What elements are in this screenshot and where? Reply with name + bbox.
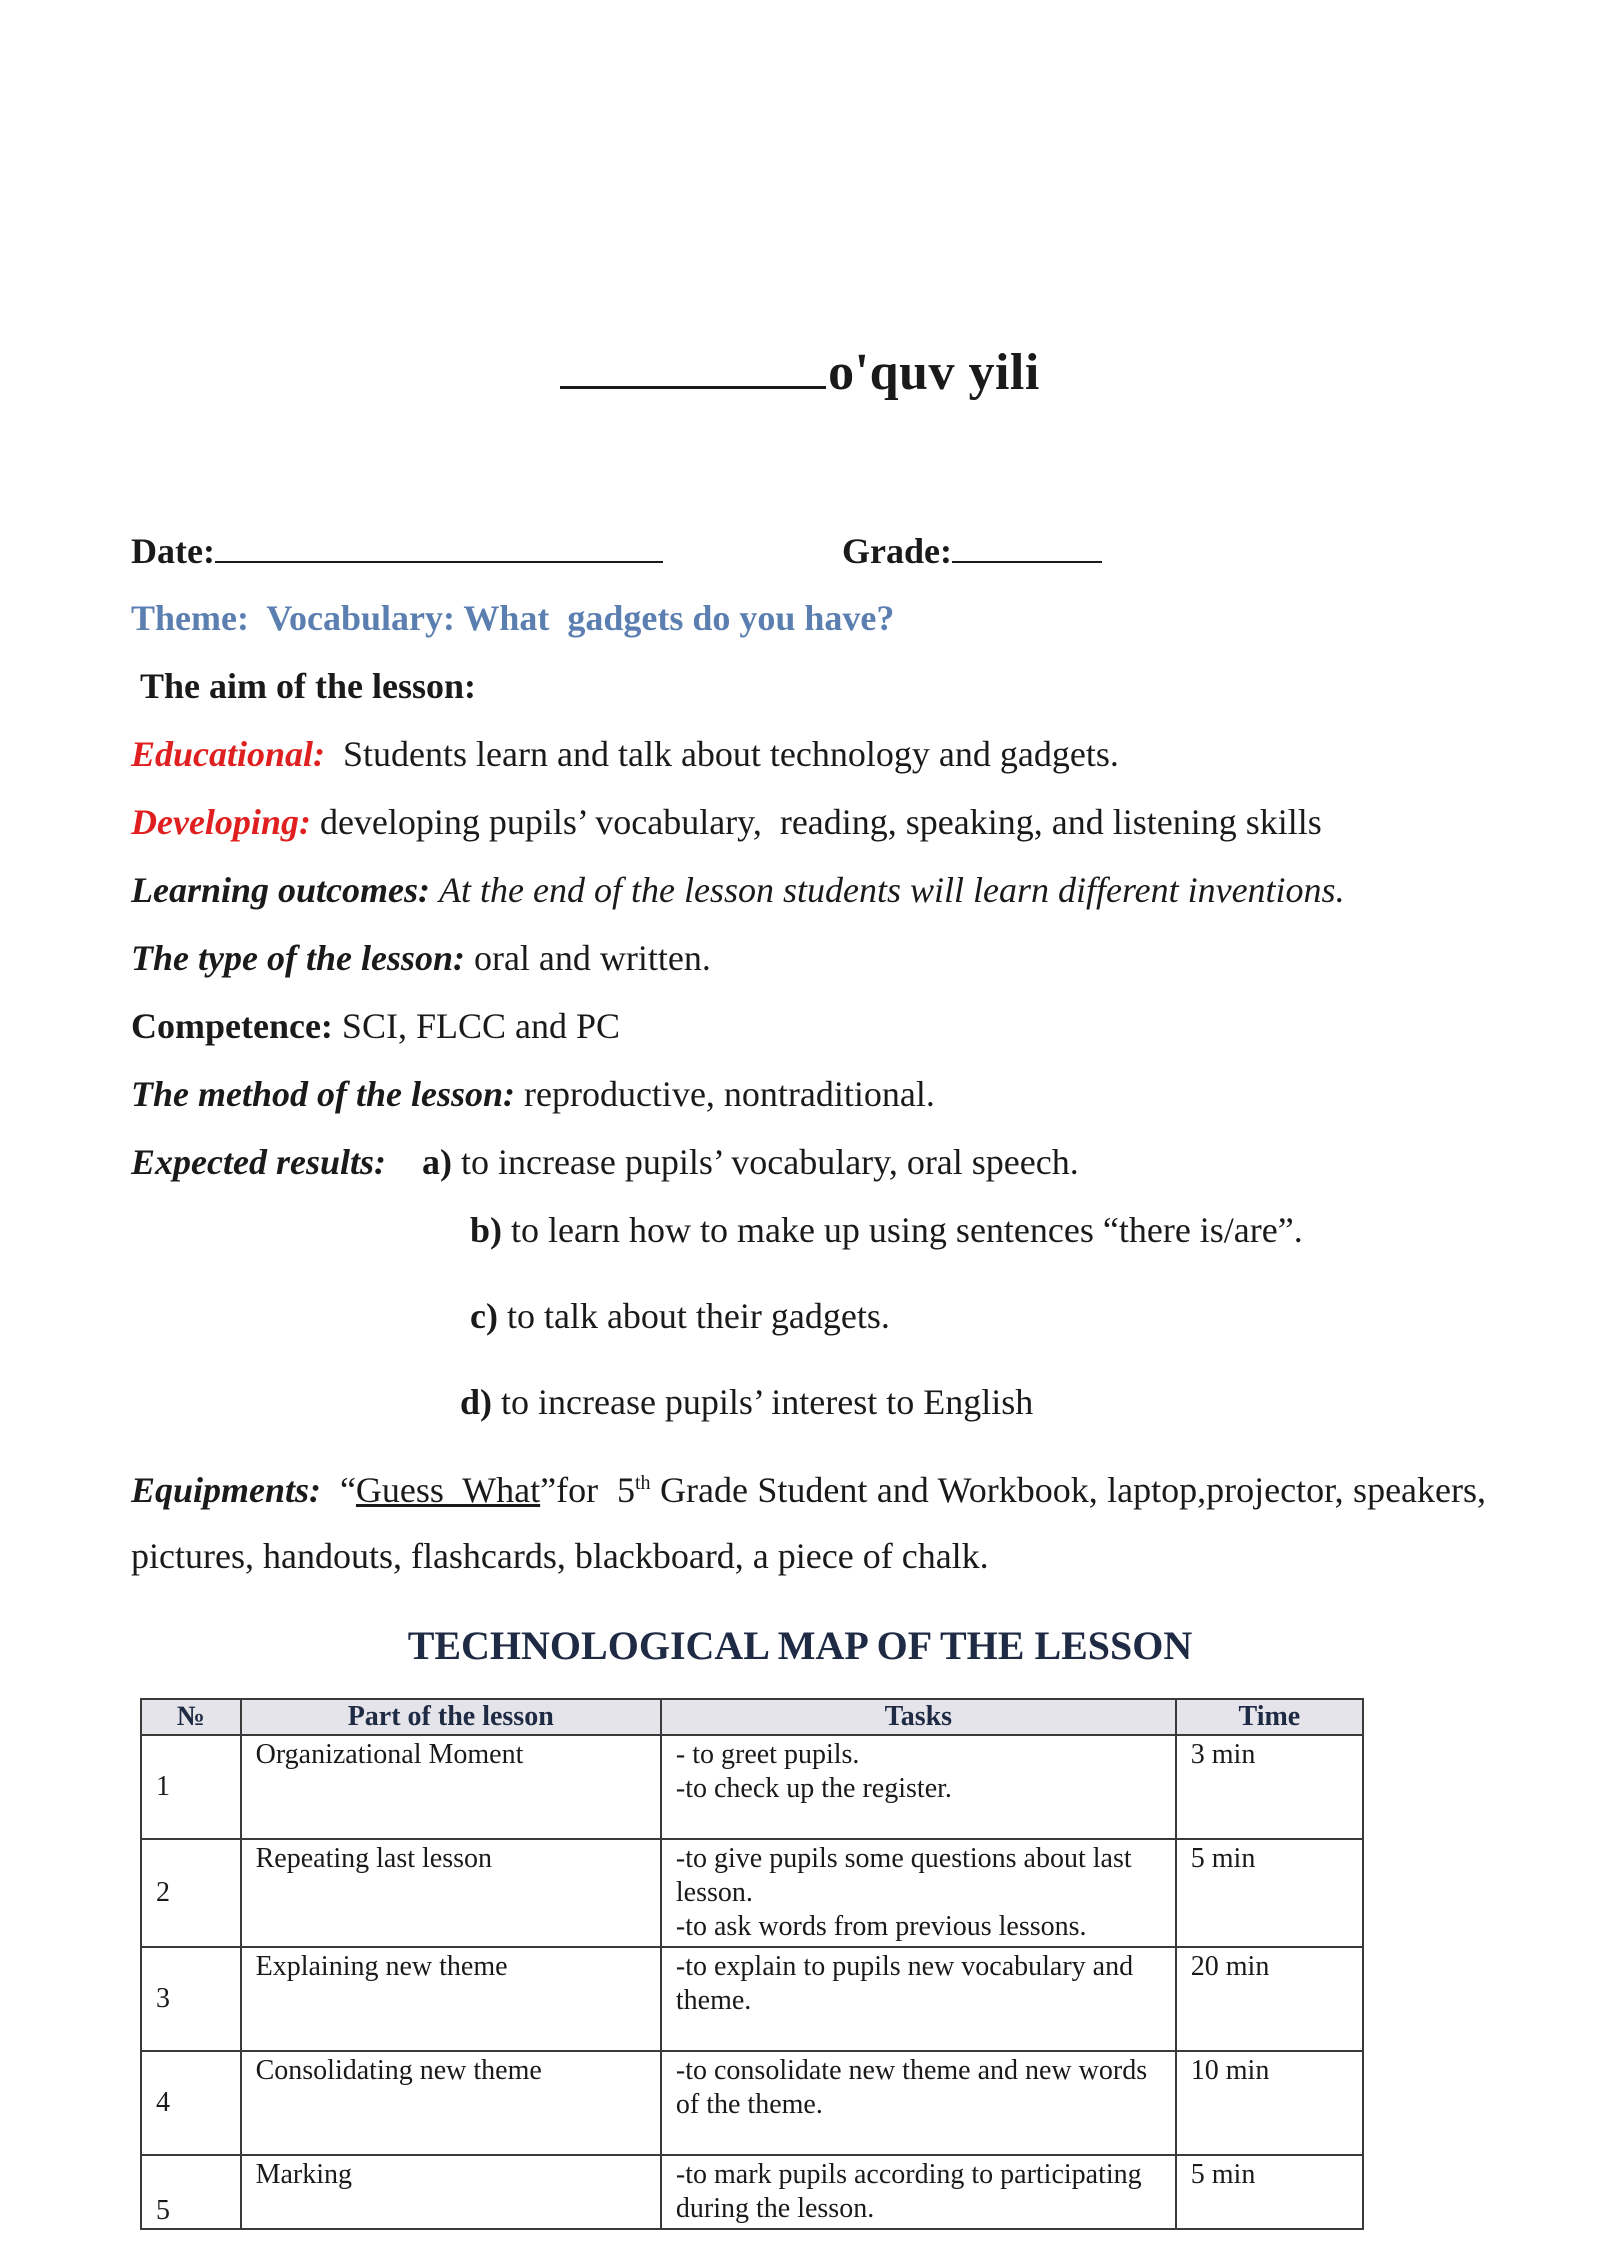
equipments-paragraph (131, 1450, 1486, 1589)
header-number: № (141, 1699, 241, 1735)
learning-outcomes-label: Learning outcomes: (131, 870, 431, 910)
theme-label: Theme: (131, 598, 249, 638)
expected-marker-b: b) (470, 1210, 503, 1250)
row-tasks (661, 2155, 1176, 2229)
row-part: Organizational Moment (241, 1735, 661, 1839)
row-part: Repeating last lesson (241, 1839, 661, 1947)
expected-marker-a: a) (421, 1142, 452, 1182)
lesson-type-text: oral and written. (473, 938, 711, 978)
expected-item-b: to learn how to make up using sentences “there is/are”. (511, 1210, 1303, 1250)
row-number: 1 (141, 1735, 241, 1839)
developing-line (131, 801, 1322, 843)
task-item: -to consolidate new theme and new words of the theme. (675, 2055, 1148, 2120)
row-time: 10 min (1176, 2051, 1363, 2155)
date-blank (215, 531, 663, 563)
task-item: -to check up the register. (675, 1773, 952, 1804)
row-time: 3 min (1176, 1735, 1363, 1839)
method-text: reproductive, nontraditional. (524, 1074, 935, 1114)
task-item: -to explain to pupils new vocabulary and theme. (675, 1951, 1134, 2016)
header-part: Part of the lesson (241, 1699, 661, 1735)
method-line (131, 1073, 935, 1115)
competence-line (131, 1005, 620, 1047)
equipments-rest: Grade Student and Workbook, laptop,projector, speakers, pictures, handouts, flashcards, blackboard, a piece of chalk. (131, 1470, 1486, 1576)
header-tasks: Tasks (661, 1699, 1176, 1735)
table-row (141, 1947, 1363, 2051)
map-title: TECHNOLOGICAL MAP OF THE LESSON (407, 1623, 1193, 1668)
task-item: - to greet pupils. (675, 1739, 860, 1770)
row-tasks (661, 1947, 1176, 2051)
equipments-sup: th (634, 1472, 651, 1494)
row-number: 5 (141, 2155, 241, 2229)
theme-line (131, 597, 894, 639)
row-number: 4 (141, 2051, 241, 2155)
aim-heading: The aim of the lesson: (140, 666, 476, 706)
row-time: 5 min (1176, 2155, 1363, 2229)
title-text: o'quv yili (828, 344, 1040, 401)
table-header-row (141, 1699, 1363, 1735)
date-label: Date: (131, 531, 215, 571)
task-item: -to mark pupils according to participating during the lesson. (675, 2159, 1142, 2224)
expected-label: Expected results: (131, 1142, 386, 1182)
expected-line-b (470, 1209, 1303, 1251)
competence-text: SCI, FLCC and PC (341, 1006, 620, 1046)
competence-label: Competence: (131, 1006, 333, 1046)
row-time: 20 min (1176, 1947, 1363, 2051)
year-blank (560, 338, 826, 389)
expected-item-a: to increase pupils’ vocabulary, oral speech. (460, 1142, 1079, 1182)
method-label: The method of the lesson: (131, 1074, 515, 1114)
equipments-label: Equipments: (131, 1470, 322, 1510)
table-row (141, 1839, 1363, 1947)
educational-label: Educational: (131, 734, 326, 774)
grade-field (842, 530, 1102, 572)
developing-label: Developing: (131, 802, 311, 842)
table-row (141, 1735, 1363, 1839)
lesson-type-line (131, 937, 711, 979)
equipments-quote-open: “ (339, 1470, 356, 1510)
technological-map-table (140, 1698, 1364, 2230)
row-part: Marking (241, 2155, 661, 2229)
grade-label: Grade: (842, 531, 952, 571)
expected-line (131, 1141, 1079, 1183)
table-row (141, 2051, 1363, 2155)
lesson-type-label: The type of the lesson: (131, 938, 465, 978)
academic-year-title (0, 338, 1600, 402)
date-field (131, 530, 663, 572)
expected-line-c (470, 1295, 890, 1337)
task-item: -to ask words from previous lessons. (675, 1911, 1087, 1942)
educational-line (131, 733, 1119, 775)
row-time: 5 min (1176, 1839, 1363, 1947)
grade-blank (952, 531, 1102, 563)
developing-text: developing pupils’ vocabulary, reading, speaking, and listening skills (319, 802, 1322, 842)
expected-marker-c: c) (470, 1296, 498, 1336)
header-time: Time (1176, 1699, 1363, 1735)
task-item: -to give pupils some questions about last lesson. (675, 1843, 1132, 1908)
expected-marker-d: d) (460, 1382, 493, 1422)
row-part: Consolidating new theme (241, 2051, 661, 2155)
expected-item-d: to increase pupils’ interest to English (501, 1382, 1034, 1422)
expected-line-d (460, 1381, 1033, 1423)
row-tasks (661, 1735, 1176, 1839)
row-number: 3 (141, 1947, 241, 2051)
row-number: 2 (141, 1839, 241, 1947)
learning-outcomes-line (131, 869, 1345, 911)
expected-item-c: to talk about their gadgets. (506, 1296, 890, 1336)
equipments-book-title: Guess What (355, 1470, 541, 1510)
equipments-quote-close: ”for 5 (540, 1470, 635, 1510)
theme-text: Vocabulary: What gadgets do you have? (266, 598, 895, 638)
row-tasks (661, 2051, 1176, 2155)
row-part: Explaining new theme (241, 1947, 661, 2051)
row-tasks (661, 1839, 1176, 1947)
learning-outcomes-text: At the end of the lesson students will learn different inventions. (439, 870, 1345, 910)
table-row (141, 2155, 1363, 2229)
educational-text: Students learn and talk about technology and gadgets. (343, 734, 1119, 774)
